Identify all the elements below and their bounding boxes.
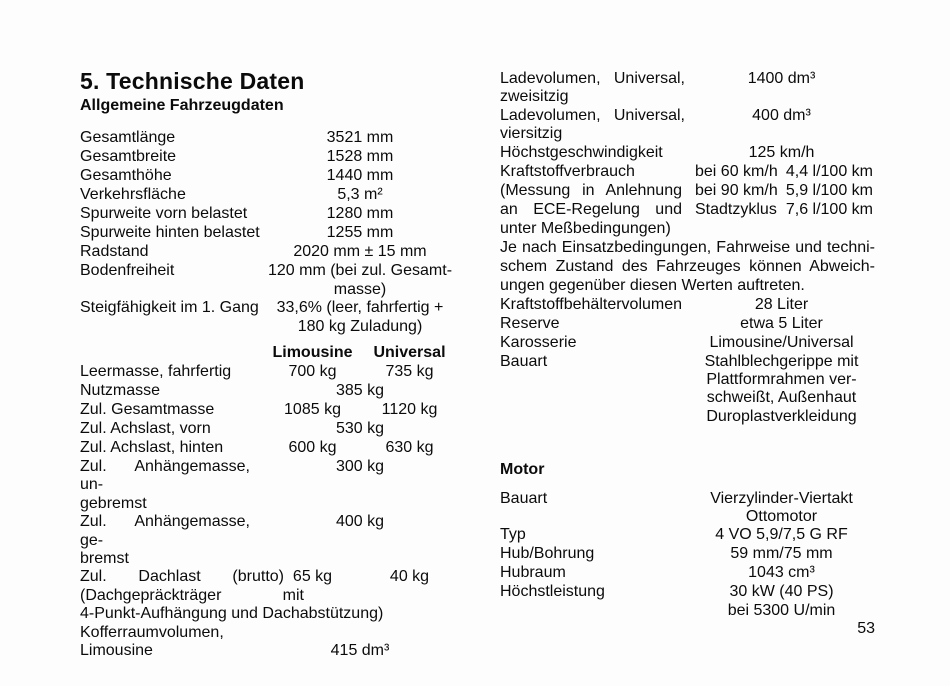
fuel-row	[500, 220, 875, 239]
fuel-row	[500, 182, 875, 201]
note-line: ungen gegenüber diesen Werten auftreten.	[500, 276, 805, 294]
spec-label: Höchstleistung	[500, 583, 605, 601]
spec-label: Zul. Achslast, vorn	[80, 420, 211, 438]
spec-value: 5,3 m²	[337, 186, 383, 204]
fuel-consumption-block	[500, 163, 875, 239]
general-specs	[80, 129, 453, 336]
spec-value: 2020 mm ± 15 mm	[293, 243, 427, 261]
mass-row	[80, 458, 450, 513]
spec-label-line: Zul. Anhängemasse, un-	[80, 458, 250, 494]
fuel-label: (Messung in Anlehnung	[500, 181, 682, 199]
value-line: Duroplastverkleidung	[706, 407, 857, 425]
note-line: schem Zustand des Fahrzeuges können Abweich-	[500, 257, 875, 275]
spec-value: 1440 mm	[326, 167, 394, 185]
value-line: 120 mm (bei zul. Gesamt-	[267, 262, 453, 280]
spec-row	[500, 315, 875, 334]
spec-row	[500, 70, 875, 107]
page-title: 5. Technische Daten	[80, 68, 305, 94]
spec-row	[500, 564, 875, 583]
spec-label: Steigfähigkeit im 1. Gang	[80, 299, 259, 317]
spec-value: 3521 mm	[326, 129, 394, 147]
mass-row	[80, 420, 450, 439]
spec-value: 1255 mm	[326, 224, 394, 242]
spec-label-line: bremst	[80, 550, 129, 568]
spec-label: Nutzmasse	[80, 382, 161, 400]
fuel-row	[500, 163, 875, 182]
spec-value: 1280 mm	[326, 205, 394, 223]
value-line: Vierzylinder-Viertakt	[710, 489, 853, 507]
spec-label: Verkehrsfläche	[80, 186, 186, 204]
spec-row	[80, 224, 450, 243]
spec-value: 1400 dm³	[747, 70, 816, 87]
spec-row	[80, 186, 450, 205]
spec-label: Reserve	[500, 314, 560, 332]
spec-label: Gesamthöhe	[80, 167, 172, 185]
spec-label: Höchstgeschwindigkeit	[500, 143, 663, 161]
spec-value: 1043 cm³	[748, 564, 815, 582]
spec-value: 59 mm/75 mm	[730, 545, 833, 563]
spec-label: Gesamtlänge	[80, 129, 176, 147]
value-limousine: 700 kg	[288, 363, 337, 381]
mass-table-header	[80, 344, 450, 363]
spec-value	[265, 262, 455, 299]
spec-row	[500, 545, 875, 564]
spec-value: 400 dm³	[752, 106, 811, 124]
spec-value	[690, 353, 873, 427]
spec-label: Bodenfreiheit	[80, 262, 175, 280]
value-line: Ottomotor	[745, 508, 818, 526]
spec-label-line: 4-Punkt-Aufhängung und Dachabstützung)	[80, 605, 384, 623]
spec-label: Spurweite hinten belastet	[80, 224, 260, 242]
right-column	[500, 70, 875, 620]
spec-value: 28 Liter	[754, 295, 809, 313]
value-shared: 530 kg	[335, 420, 385, 438]
fuel-label: Kraftstoffverbrauch	[500, 162, 635, 180]
mass-row	[80, 568, 450, 623]
spec-row	[500, 353, 875, 427]
value-limousine: 600 kg	[288, 439, 337, 457]
value-shared: 300 kg	[335, 458, 385, 476]
section-heading-general: Allgemeine Fahrzeugdaten	[80, 97, 284, 114]
spec-value	[690, 490, 873, 527]
spec-label: Spurweite vorn belastet	[80, 205, 248, 223]
spec-row	[80, 167, 450, 186]
value-line: 33,6% (leer, fahrfertig +	[276, 299, 444, 317]
spec-label: Gesamtbreite	[80, 148, 177, 166]
mass-row	[80, 513, 450, 568]
column-header-limousine: Limousine	[272, 344, 353, 362]
deviation-note	[500, 239, 875, 296]
spec-label: Bauart	[500, 489, 548, 507]
value-universal: 40 kg	[389, 568, 430, 586]
spec-label-line: Ladevolumen, Universal,	[500, 106, 685, 124]
spec-label-line: (Dachgepräckträger mit	[80, 586, 304, 604]
spec-row	[500, 144, 875, 163]
spec-row	[500, 334, 875, 353]
fuel-condition: Stadtzyklus	[695, 200, 777, 218]
mass-row	[80, 624, 450, 661]
fuel-condition: bei 60 km/h	[695, 162, 778, 180]
value-shared: 400 kg	[335, 513, 385, 531]
fuel-condition: bei 90 km/h	[695, 181, 778, 199]
spec-label-line: Zul. Dachlast (brutto)	[80, 568, 284, 586]
note-line: Je nach Einsatzbedingungen, Fahrweise und techni-	[500, 238, 875, 256]
spec-label: Typ	[500, 526, 526, 544]
fuel-label: an ECE-Regelung und	[500, 200, 682, 218]
value-line: masse)	[333, 280, 387, 298]
spec-label-line: Limousine	[80, 642, 153, 660]
left-column	[80, 68, 453, 661]
column-header-universal: Universal	[373, 344, 446, 362]
fuel-value: 5,9 l/100 km	[785, 181, 873, 199]
page-number: 53	[857, 620, 875, 637]
spec-label-line: Ladevolumen, Universal,	[500, 70, 685, 87]
spec-label: Karosserie	[500, 333, 577, 351]
spec-label: Zul. Gesamtmasse	[80, 401, 215, 419]
mass-row	[80, 363, 450, 382]
spec-label: Hubraum	[500, 564, 566, 582]
value-universal: 1120 kg	[381, 401, 438, 419]
spec-row	[80, 299, 450, 336]
spec-label-line: gebremst	[80, 494, 147, 512]
mass-row	[80, 439, 450, 458]
spec-value: 415 dm³	[330, 642, 390, 660]
spec-label-line: Zul. Anhängemasse, ge-	[80, 513, 250, 549]
spec-row	[80, 262, 453, 299]
mass-row	[80, 382, 450, 401]
value-universal: 735 kg	[385, 363, 434, 381]
spec-label: Bauart	[500, 352, 548, 370]
spec-row	[500, 526, 875, 545]
spec-value: Limousine/Universal	[709, 333, 854, 351]
spec-row	[80, 148, 450, 167]
motor-specs	[500, 490, 875, 621]
spec-row	[80, 243, 450, 262]
spec-row	[500, 490, 875, 527]
value-line: schweißt, Außenhaut	[706, 389, 857, 407]
spec-value: 1528 mm	[326, 148, 394, 166]
fuel-label: unter Meßbedingungen)	[500, 219, 671, 237]
fuel-value: 7,6 l/100 km	[785, 200, 873, 218]
spec-value	[690, 583, 873, 620]
spec-value: 4 VO 5,9/7,5 G RF	[715, 526, 848, 544]
spec-label: Zul. Achslast, hinten	[80, 439, 224, 457]
value-line: bei 5300 U/min	[727, 601, 836, 619]
spec-row	[500, 583, 875, 620]
spec-label: Kraftstoffbehältervolumen	[500, 295, 683, 313]
spec-row	[80, 129, 450, 148]
spec-label: Radstand	[80, 243, 149, 261]
spec-label: Hub/Bohrung	[500, 545, 595, 563]
value-limousine: 1085 kg	[284, 401, 341, 419]
spec-row	[500, 296, 875, 315]
value-line: 180 kg Zuladung)	[297, 317, 423, 335]
fuel-row	[500, 201, 875, 220]
spec-value: 125 km/h	[748, 143, 815, 161]
value-universal: 630 kg	[385, 439, 434, 457]
value-shared: 385 kg	[335, 382, 385, 400]
value-line: Plattformrahmen ver-	[706, 371, 857, 389]
value-limousine: 65 kg	[292, 568, 333, 586]
spec-row	[500, 107, 875, 144]
spec-value	[265, 299, 455, 336]
spec-row	[80, 205, 450, 224]
spec-label-line: viersitzig	[500, 125, 563, 143]
section-heading-motor: Motor	[500, 461, 545, 479]
value-line: 30 kW (40 PS)	[729, 583, 834, 601]
spec-value: etwa 5 Liter	[740, 314, 823, 332]
spec-label: Leermasse, fahrfertig	[80, 363, 232, 381]
spec-label-line: Kofferraumvolumen,	[80, 623, 224, 641]
value-line: Stahlblechgerippe mit	[704, 352, 859, 370]
mass-row	[80, 401, 450, 420]
fuel-value: 4,4 l/100 km	[785, 162, 873, 180]
spec-label-line: zweisitzig	[500, 88, 569, 106]
